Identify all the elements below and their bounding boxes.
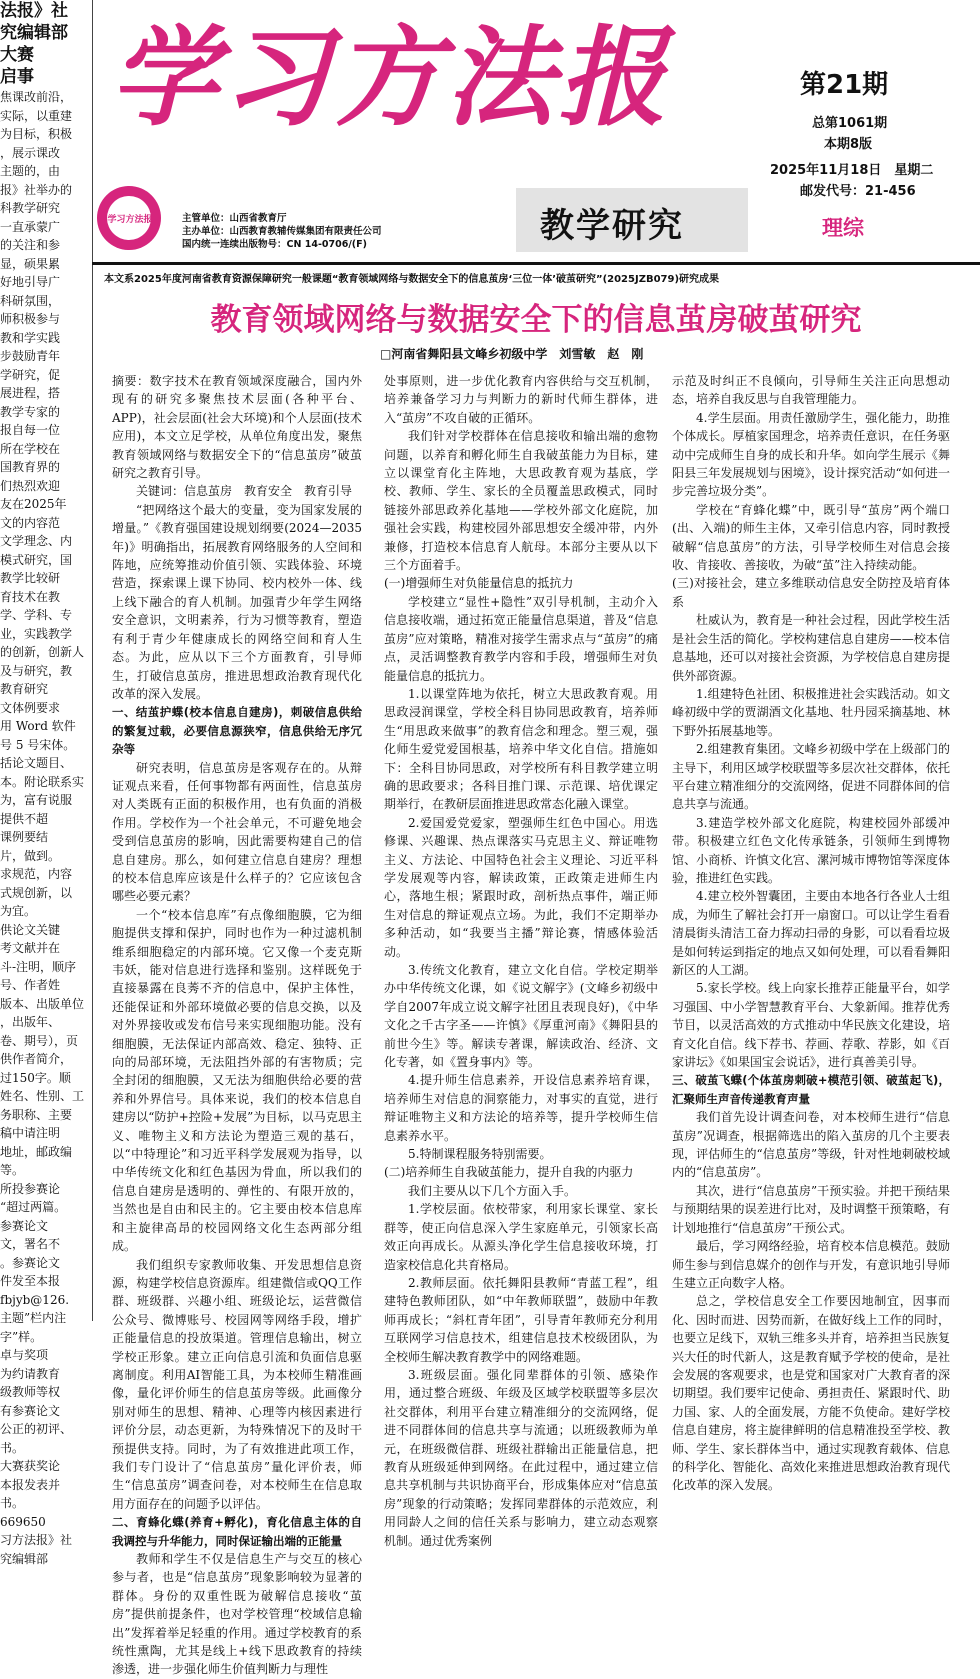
left-column-line: 究编辑部: [0, 1551, 49, 1566]
left-column-line: 教育研究: [0, 682, 49, 696]
paragraph: 处事原则，进一步优化教育内容供给与交互机制，培养兼备学习力与判断力的新时代师生群体，进入“茧房”不攻自破的正循环。: [384, 374, 658, 425]
paragraph: 教师和学生不仅是信息生产与交互的核心参与者，也是“信息茧房”现象影响较为显著的群体。身份的双重性既为破解信息接收“茧房”提供前提条件，也对学校管理“校域信息输出”发挥着举足轻重的作用。通过学校教育的系统性熏陶，尤其是线上+线下思政教育的持续渗透，进一步强化师生价值判断力与理性: [112, 1552, 362, 1677]
left-column-line: 启事: [0, 67, 34, 87]
article-column-1: [112, 372, 362, 1677]
left-column-line: 育技术在教: [0, 589, 61, 604]
left-column-line: 报》社举办的: [0, 182, 73, 197]
paragraph: 示范及时纠正不良倾向，引导师生关注正向思想动态，培养自我反思与自我管理能力。: [672, 374, 950, 407]
left-column-line: 业，实践教学: [0, 626, 73, 641]
paragraph: (一)增强师生对负能量信息的抵抗力: [384, 576, 574, 591]
left-column-line: 国教育界的: [0, 460, 61, 474]
research-note: 本文系2025年度河南省教育资源保障研究一般课题“教育领域网络与数据安全下的信息茧房‘三位一体’破茧研究”(2025JZB079)研究成果: [104, 274, 720, 285]
left-column-line: 所投参赛论: [0, 1181, 61, 1196]
left-column-line: 文体例要求: [0, 700, 61, 715]
left-column-line: 的关注和参: [0, 238, 61, 252]
left-column-line: 等。: [0, 1163, 25, 1177]
serial-number: 国内统一连续出版物号：CN 14-0706/(F): [182, 239, 367, 250]
left-column-line: 师积极参与: [0, 312, 61, 326]
left-column-line: 669650: [0, 1514, 46, 1529]
paragraph: 关键词：信息茧房 教育安全 教育引导: [136, 484, 353, 499]
left-column-line: 斗-注明，顺序: [0, 959, 77, 974]
left-column-line: 教和学实践: [0, 330, 61, 345]
paragraph: 2.教师层面。依托舞阳县教师“青蓝工程”，组建特色教师团队，如“中年教师联盟”，鼓励中年教师再成长；“斜杠青年团”，引导青年教师充分利用互联网学习信息技术，组建信息技术校级团队，为全校师生解决教育教学中的网络难题。: [384, 1275, 658, 1364]
left-column-line: 地址，邮政编: [0, 1144, 73, 1159]
paragraph: 3.班级层面。强化同辈群体的引领、感染作用，通过整合班级、年级及区域学校联盟等多层次社交群体，利用平台建立精准细分的交流网络，促进不同群体间的信息共享与流通；以班级教师为单元，在班级微信群、班级社群输出正能量信息，把教育从班级延伸到网络。在此过程中，通过建立信息共享机制与共识协商平台，形成集体应对“信息茧房”现象的行动策略；发挥同辈群体的示范效应，利用同龄人之间的信任关系与影响力，建立动态观察机制。通过优秀案例: [384, 1367, 658, 1548]
supervisor: 主管单位：山西省教育厅: [182, 213, 287, 224]
article-column-2: [384, 372, 658, 1548]
left-column-line: 过150字。顺: [0, 1070, 71, 1085]
left-column-line: 学研究，促: [0, 367, 61, 382]
left-column-line: 科教学研究: [0, 201, 61, 215]
left-column-line: 卓与奖项: [0, 1348, 49, 1362]
left-column-line: 报自每一位: [0, 423, 61, 437]
paragraph: 一、结茧护蝶(校本信息自建房)，刺破信息供给的繁复过载，必要信息源狭窄，信息供给无序冗杂等: [112, 705, 362, 757]
left-column-line: ，展示课改: [0, 145, 61, 160]
left-column-line: fbjyb@126.: [0, 1292, 70, 1307]
left-column-line: 大赛: [0, 45, 34, 65]
left-column: [0, 0, 93, 1566]
left-column-line: 有参赛论文: [0, 1403, 61, 1418]
issue-number: 第21期: [800, 70, 889, 100]
left-column-line: 考文献并在: [0, 941, 61, 955]
article-column-3: [672, 372, 950, 1493]
paragraph: 一个“校本信息库”有点像细胞膜，它为细胞提供支撑和保护，同时也作为一种过滤机制维系细胞稳定的内部环境。它又像一个麦克斯韦妖，能对信息进行选择和鉴别。这样既免于直接暴露在良莠不齐的信息中，保护主体性，还能保证和外部环境做必要的信息交换，以及对外界接收或发布信号来实现细胞功能。没有细胞膜，无法保证内部高效、稳定、独特、正向的局部环境，无法阻挡外部的有害物质；完全封闭的细胞膜，又无法为细胞供给必要的营养和外界信号。具体来说，我们的校本信息自建房以“防护+控险+发展”为目标，以马克思主义、唯物主义和方法论为塑造三观的基石，以“中特理论”和习近平科学发展观为指导，以中华传统文化和红色基因为骨血，所以我们的信息自建房是透明的、弹性的、有限开放的，当然也是自由和民主的。它主要由校本信息库和主旋律高昂的校园网络文化生态两部分组成。: [112, 907, 362, 1254]
byline: □河南省舞阳县文峰乡初级中学 刘雪敏 赵 刚: [380, 347, 644, 361]
edition-pages: 本期8版: [824, 137, 873, 152]
left-column-line: 实际，以重建: [0, 108, 73, 123]
left-column-line: 所在学校在: [0, 441, 61, 456]
left-column-line: 提供不超: [0, 811, 49, 826]
left-column-line: 模式研究，国: [0, 552, 73, 567]
section-title: 教学研究: [540, 206, 684, 246]
left-column-line: 式规创新，以: [0, 885, 73, 900]
left-column-line: 供作者简介，: [0, 1052, 73, 1066]
left-column-line: 主题”栏内注: [0, 1311, 67, 1325]
left-column-line: 本。附论联系实: [0, 774, 85, 789]
paragraph: “把网络这个最大的变量，变为国家发展的增量。”《教育强国建设规划纲要(2024—2035年)》明确指出，拓展教育网络服务的人空间和阵地，应统筹推动价值引领、实践体验、环境营造，探索课上课下协同、校内校外一体、线上线下融合的育人机制。加强青少年学生网络安全意识，文明素养，行为习惯等教育，塑造有利于青少年健康成长的网络空间和育人生态。为此，应从以下三个方面教育，引导师生，打破信息茧房，推进思想政治教育现代化改革的深入发展。: [112, 502, 362, 701]
paragraph: 我们主要从以下几个方面入手。: [408, 1183, 577, 1198]
left-column-line: 号 5 号宋体。: [0, 737, 76, 752]
left-column-line: 学、学科、专: [0, 608, 73, 622]
left-column-line: 级教师等权: [0, 1385, 61, 1399]
paragraph: (二)培养师生自我破茧能力，提升自我的内驱力: [384, 1165, 634, 1180]
paragraph: (三)对接社会，建立多维联动信息安全防控及培育体系: [672, 576, 950, 609]
article-headline: 教育领域网络与数据安全下的信息茧房破茧研究: [210, 302, 862, 338]
left-column-line: 教学比较研: [0, 571, 61, 585]
left-column-line: 科研氛围，: [0, 293, 61, 308]
left-column-line: 片，做到。: [0, 848, 61, 863]
left-column-line: 号、作者姓: [0, 978, 61, 992]
left-column-line: 们热烈欢迎: [0, 478, 61, 493]
left-column-line: 展进程，搭: [0, 386, 61, 400]
postal-code: 邮发代号：21-456: [800, 184, 916, 199]
left-column-line: 参赛论文: [0, 1218, 49, 1233]
paragraph: 1.学校层面。依校带家，利用家长课堂、家长群等，使正向信息深入学生家庭单元，引领家长高效正向再成长。从源头净化学生信息接收环境，打造家校信息化共育格局。: [384, 1202, 658, 1272]
paragraph: 我们首先设计调查问卷，对本校师生进行“信息茧房”况调查，根据筛选出的陷入茧房的几个主要表现，评估师生的“信息茧房”等级，针对性地刺破校域内的“信息茧房”。: [672, 1110, 950, 1180]
left-column-line: “超过两篇。: [0, 1200, 67, 1214]
left-column-line: 友在2025年: [0, 497, 67, 511]
masthead-rule: [92, 262, 980, 265]
left-column-line: 版本、出版单位: [0, 996, 85, 1011]
paragraph: 杜威认为，教育是一种社会过程，因此学校生活是社会生活的简化。学校构建信息自建房——校本信息基地，还可以对接社会资源，为学校信息自建房提供外部资源。: [672, 613, 950, 683]
subject-label: 理综: [822, 216, 864, 240]
left-column-line: 文的内容范: [0, 515, 61, 530]
left-column-line: 求规范，内容: [0, 867, 73, 881]
paragraph: 4.建立校外智囊团，主要由本地各行各业人士组成，为师生了解社会打开一扇窗口。可以让学生看看清晨街头清洁工奋力挥动扫帚的身影，可以看看垃圾是如何转运到指定的地点又如何处理，可以看看舞阳新区的人工湖。: [672, 889, 950, 977]
logo-text: 学习方法报: [107, 215, 153, 225]
left-column-line: 务职称、主要: [0, 1107, 73, 1122]
left-column-line: 卷、期号），页: [0, 1033, 79, 1048]
paragraph: 5.家长学校。线上向家长推荐正能量平台，如学习强国、中小学智慧教育平台、大象新闻。推荐优秀节目，以灵活高效的方式推动中华民族文化建设，培育文化自信。线下荐书、荐画、荐歌、荐影，如《百家讲坛》《如果国宝会说话》，进行真善美引导。: [672, 981, 950, 1070]
left-column-line: 用 Word 软件: [0, 719, 76, 733]
left-column-line: 焦课改前沿，: [0, 90, 73, 104]
left-column-line: 稿中请注明: [0, 1126, 61, 1140]
left-column-line: 为约请教育: [0, 1366, 61, 1381]
left-column-line: 究编辑部: [0, 23, 68, 43]
paragraph: 1.组建特色社团、积极推进社会实践活动。如文峰初级中学的贾湖酒文化基地、牡丹园采摘基地、林下野外拓展基地等。: [672, 686, 950, 738]
paragraph: 最后，学习网络经验，培育校本信息模范。鼓励师生参与到信息媒介的创作与开发，有意识地引导师生建立正向数字人格。: [672, 1239, 950, 1290]
left-column-line: 及与研究，教: [0, 663, 73, 678]
left-column-line: 件发至本报: [0, 1274, 61, 1288]
left-column-line: 大赛获奖论: [0, 1459, 61, 1473]
left-column-line: 显，硕果累: [0, 256, 61, 271]
left-column-line: 为，富有说服: [0, 793, 73, 807]
left-column-line: 好地引导广: [0, 275, 61, 289]
sponsor: 主办单位：山西教育教辅传媒集团有限责任公司: [182, 226, 382, 237]
left-column-line: 书。: [0, 1496, 25, 1510]
left-column-line: 文学理念、内: [0, 534, 73, 548]
paragraph: 2.爱国爱党爱家，塑强师生红色中国心。用选修课、兴趣课、热点课落实马克思主义、辩证唯物主义、方法论、中国特色社会主义理论、习近平科学发展观等内容，解读政策，正政策走进师生内心，落地生根；紧跟时政，剖析热点事件，端正师生对信息的辩证观点立场。为此，我们不定期举办多种活动，如“我要当主播”辩论赛，情感体验活动。: [384, 815, 658, 959]
left-column-line: 。参赛论文: [0, 1255, 61, 1270]
left-column-line: 教学专家的: [0, 404, 61, 419]
paragraph: 3.建造学校外部文化庭院，构建校园外部缓冲带。积极建立红色文化传承链条，引领师生到博物馆、小商桥、许慎文化宫、漯河城市博物馆等深度体验，推进红色实践。: [672, 815, 950, 885]
issue-date: 2025年11月18日 星期二: [770, 163, 934, 178]
left-column-line: 供论文关键: [0, 922, 61, 937]
left-column-line: 字”样。: [0, 1329, 43, 1344]
paragraph: 研究表明，信息茧房是客观存在的。从辩证观点来看，任何事物都有两面性，信息茧房对人类既有正面的积极作用，也有负面的消极作用。学校作为一个社会单元，不可避免地会受到信息茧房的影响，因此需要构建自己的信息自建房。那么，如何建立信息自建房？理想的校本信息库应该是什么样子的？它应该包含哪些必要元素？: [112, 760, 362, 904]
left-column-line: 姓名、性别、工: [0, 1089, 85, 1103]
left-column-line: 书。: [0, 1440, 25, 1455]
left-column-line: 的创新，创新人: [0, 645, 85, 659]
masthead-title: 学习方法报: [110, 15, 671, 141]
paragraph: 学校建立“显性+隐性”双引导机制，主动介入信息接收端，通过拓宽正能量信息渠道，普及“信息茧房”应对策略，精准对接学生需求点与“茧房”的痛点，灵活调整教育教学内容和手段，增强师生对负能量信息的抵抗力。: [384, 594, 658, 683]
left-column-line: ，出版年、: [0, 1015, 61, 1029]
left-column-line: 步鼓励青年: [0, 349, 61, 363]
paragraph: 我们组织专家教师收集、开发思想信息资源，构建学校信息资源库。组建微信或QQ工作群、班级群、兴趣小组、班级论坛，运营微信公众号、微博账号、校园网等网络手段，增扩正能量信息的投放渠道。管理信息输出，树立学校正形象。建立正向信息引流和负面信息驱离制度。利用AI智能工具，为本校师生精准画像，量化评价师生的信息茧房等级。此画像分别对师生的思想、精神、心理等内核因素进行评价分层，动态更新，为特殊情况下的及时干预提供支持。同时，为了有效推进此项工作，我们专门设计了“信息茧房”量化评价表，师生“信息茧房”调查问卷，对本校师生在信息取用方面存在的问题予以评估。: [112, 1257, 362, 1511]
left-column-line: 文，署名不: [0, 1237, 61, 1251]
left-column-line: 为目标，积极: [0, 127, 73, 141]
total-issue: 总第1061期: [812, 116, 888, 131]
left-column-line: 主题的，由: [0, 164, 61, 178]
paragraph: 1.以课堂阵地为依托，树立大思政教育观。用思政浸润课堂，学校全科目协同思政教育，培养师生“用思政来做事”的教育信念和理念。塑三观，强化师生爱党爱国根基，培养中华文化自信。措施如下：全科目协同思政，对学校所有科目教学建立明确的思政要求；各科目推门课、示范课、培优课定期举行，在教研层面推进思政常态化融入课堂。: [384, 686, 658, 812]
paragraph: 4.学生层面。用责任激励学生，强化能力，助推个体成长。厚植家国理念，培养责任意识，在任务驱动中完成师生自身的成长和升华。如向学生展示《舞阳县三年发展规划与困境》，设计探究活动“如何进一步完善垃圾分类”。: [672, 410, 950, 499]
left-column-line: 法报》社: [0, 1, 68, 21]
left-column-line: 括论文题目、: [0, 756, 73, 770]
paragraph: 摘要：数字技术在教育领域深度融合，国内外现有的研究多聚焦技术层面(各种平台、APP)，社会层面(社会大环境)和个人层面(技术应用)，本文立足学校，从单位角度出发，聚焦教育领域网络与数据安全下的“信息茧房”破茧研究之教育引导。: [112, 374, 362, 481]
paragraph: 其次，进行“信息茧房”干预实验。并把干预结果与预期结果的误差进行比对，及时调整干预策略，有计划地推行“信息茧房”干预公式。: [672, 1183, 950, 1235]
paragraph: 三、破茧飞蝶(个体茧房刺破+模范引领、破茧起飞)，汇聚师生声音传递教育声量: [672, 1073, 950, 1106]
left-column-line: 本报发表并: [0, 1477, 61, 1492]
left-column-line: 一直承蒙广: [0, 219, 61, 234]
paragraph: 二、育蜂化蝶(养育+孵化)，育化信息主体的自我调控与升华能力，同时保证输出端的正能量: [112, 1515, 362, 1548]
paragraph: 2.组建教育集团。文峰乡初级中学在上级部门的主导下，利用区域学校联盟等多层次社交群体，依托平台建立精准细分的交流网络，促进不同群体间的信息共享与流通。: [672, 742, 950, 812]
paragraph: 3.传统文化教育，建立文化自信。学校定期举办中华传统文化课，如《说文解字》(文峰乡初级中学自2007年成立说文解字社团且表现良好)，《中华文化之千古字圣——许慎》《厚重河南》《舞阳县的前世今生》等。解读专著课，解读政治、经济、文化专著，如《置身事内》等。: [384, 963, 658, 1070]
paragraph: 总之，学校信息安全工作要因地制宜，因事而化、因时而进、因势而新，在做好线上工作的同时，也要立足线下，双轨三维多头并育，培养担当民族复兴大任的时代新人，这是教育赋予学校的使命，是社会发展的客观要求，也是党和国家对广大教育者的深切期望。我们要牢记使命、勇担责任、紧跟时代、助力国、家、人的全面发展，方能不负使命。建好学校信息自建房，将主旋律鲜明的信息精准投至学校、教师、学生、家长群体当中，通过实现教育载体、信息的科学化、智能化、高效化来推进思想政治教育现代化改革的深入发展。: [672, 1294, 950, 1493]
paragraph: 5.特制课程服务特别需要。: [408, 1147, 552, 1162]
left-column-line: 为宜。: [0, 904, 37, 918]
paragraph: 我们针对学校群体在信息接收和输出端的愈物问题，以养育和孵化师生自我破茧能力为目标，建立以课堂育化主阵地，大思政教育观为基底，学校、教师、学生、家长的全员覆盖思政模式，同时链接外部思政养化基地——学校外部文化庭院，加强社会实践，构建校园外部思想安全缓冲带，内外兼修，打造校本信息育人航母。本部分主要从以下三个方面着手。: [384, 429, 658, 573]
left-column-line: 习方法报》社: [0, 1533, 73, 1547]
paragraph: 学校在“育蜂化蝶”中，既引导“茧房”两个端口(出、入端)的师生主体，又牵引信息内容，同时教授破解“信息茧房”的方法，引导学校师生对信息会接收、肯接收、善接收，为破“茧”注入持续动能。: [672, 502, 950, 573]
paragraph: 4.提升师生信息素养，开设信息素养培育课，培养师生对信息的洞察能力，对事实的直觉，进行辩证唯物主义和方法论的培养等，提升学校师生信息素养水平。: [384, 1073, 658, 1143]
left-column-line: 课例要结: [0, 830, 49, 844]
left-column-line: 公正的初评、: [0, 1422, 73, 1436]
